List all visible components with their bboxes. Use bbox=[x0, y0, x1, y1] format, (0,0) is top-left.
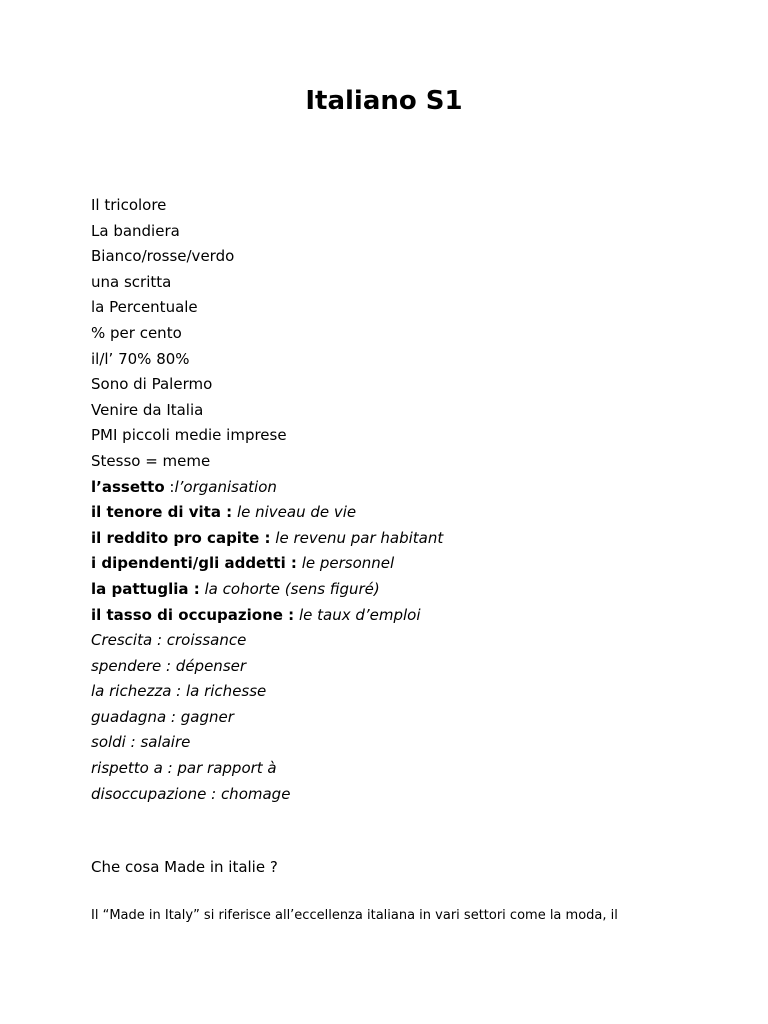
vocab-entry bbox=[91, 500, 443, 526]
body-paragraph: Il “Made in Italy” si riferisce all’eccellenza italiana in vari settori come la moda, il bbox=[91, 908, 618, 923]
list-item bbox=[91, 193, 443, 219]
italic-text: la richezza : la richesse bbox=[91, 682, 267, 701]
vocab-term: la pattuglia : bbox=[91, 579, 200, 598]
list-item bbox=[91, 756, 443, 782]
list-item bbox=[91, 347, 443, 373]
page-title: Italiano S1 bbox=[305, 86, 463, 116]
italic-text: guadagna : gagner bbox=[91, 707, 234, 726]
list-item bbox=[91, 730, 443, 756]
vocab-entry bbox=[91, 551, 443, 577]
list-item bbox=[91, 219, 443, 245]
italic-text: spendere : dépenser bbox=[91, 656, 247, 675]
vocab-translation: le taux d’emploi bbox=[298, 605, 421, 624]
vocab-entry bbox=[91, 526, 443, 552]
list-item bbox=[91, 423, 443, 449]
list-item bbox=[91, 782, 443, 808]
plain-text: la Percentuale bbox=[91, 298, 198, 317]
list-item bbox=[91, 270, 443, 296]
vocab-term: i dipendenti/gli addetti : bbox=[91, 554, 297, 573]
italic-text: disoccupazione : chomage bbox=[91, 784, 291, 803]
vocab-term: l’assetto bbox=[91, 477, 165, 496]
vocab-translation: l’organisation bbox=[174, 477, 277, 496]
plain-text: Bianco/rosse/verdo bbox=[91, 247, 235, 266]
vocab-term: il tenore di vita : bbox=[91, 503, 233, 522]
vocab-separator: : bbox=[164, 477, 175, 496]
vocab-entry bbox=[91, 603, 443, 629]
vocab-translation: la cohorte (sens figuré) bbox=[204, 579, 380, 598]
plain-text: Sono di Palermo bbox=[91, 375, 213, 394]
plain-text: Il tricolore bbox=[91, 196, 167, 214]
vocab-translation: le personnel bbox=[301, 554, 395, 573]
plain-text: il/l’ 70% 80% bbox=[91, 349, 190, 368]
vocab-term: il tasso di occupazione : bbox=[91, 605, 295, 624]
list-item bbox=[91, 705, 443, 731]
vocabulary-list bbox=[91, 193, 443, 807]
plain-text: Stesso = meme bbox=[91, 451, 211, 470]
list-item bbox=[91, 244, 443, 270]
plain-text: La bandiera bbox=[91, 221, 180, 240]
list-item bbox=[91, 321, 443, 347]
plain-text: una scritta bbox=[91, 272, 172, 291]
question-heading: Che cosa Made in italie ? bbox=[91, 858, 278, 876]
list-item bbox=[91, 679, 443, 705]
vocab-translation: le niveau de vie bbox=[236, 503, 357, 522]
list-item bbox=[91, 628, 443, 654]
plain-text: Venire da Italia bbox=[91, 400, 204, 419]
list-item bbox=[91, 398, 443, 424]
italic-text: rispetto a : par rapport à bbox=[91, 759, 277, 778]
italic-text: Crescita : croissance bbox=[91, 631, 247, 650]
list-item bbox=[91, 654, 443, 680]
plain-text: PMI piccoli medie imprese bbox=[91, 426, 287, 445]
italic-text: soldi : salaire bbox=[91, 733, 191, 752]
plain-text: % per cento bbox=[91, 323, 182, 342]
vocab-entry bbox=[91, 475, 443, 501]
list-item bbox=[91, 449, 443, 475]
vocab-term: il reddito pro capite : bbox=[91, 528, 271, 547]
list-item bbox=[91, 372, 443, 398]
list-item bbox=[91, 295, 443, 321]
vocab-entry bbox=[91, 577, 443, 603]
vocab-translation: le revenu par habitant bbox=[275, 528, 444, 547]
